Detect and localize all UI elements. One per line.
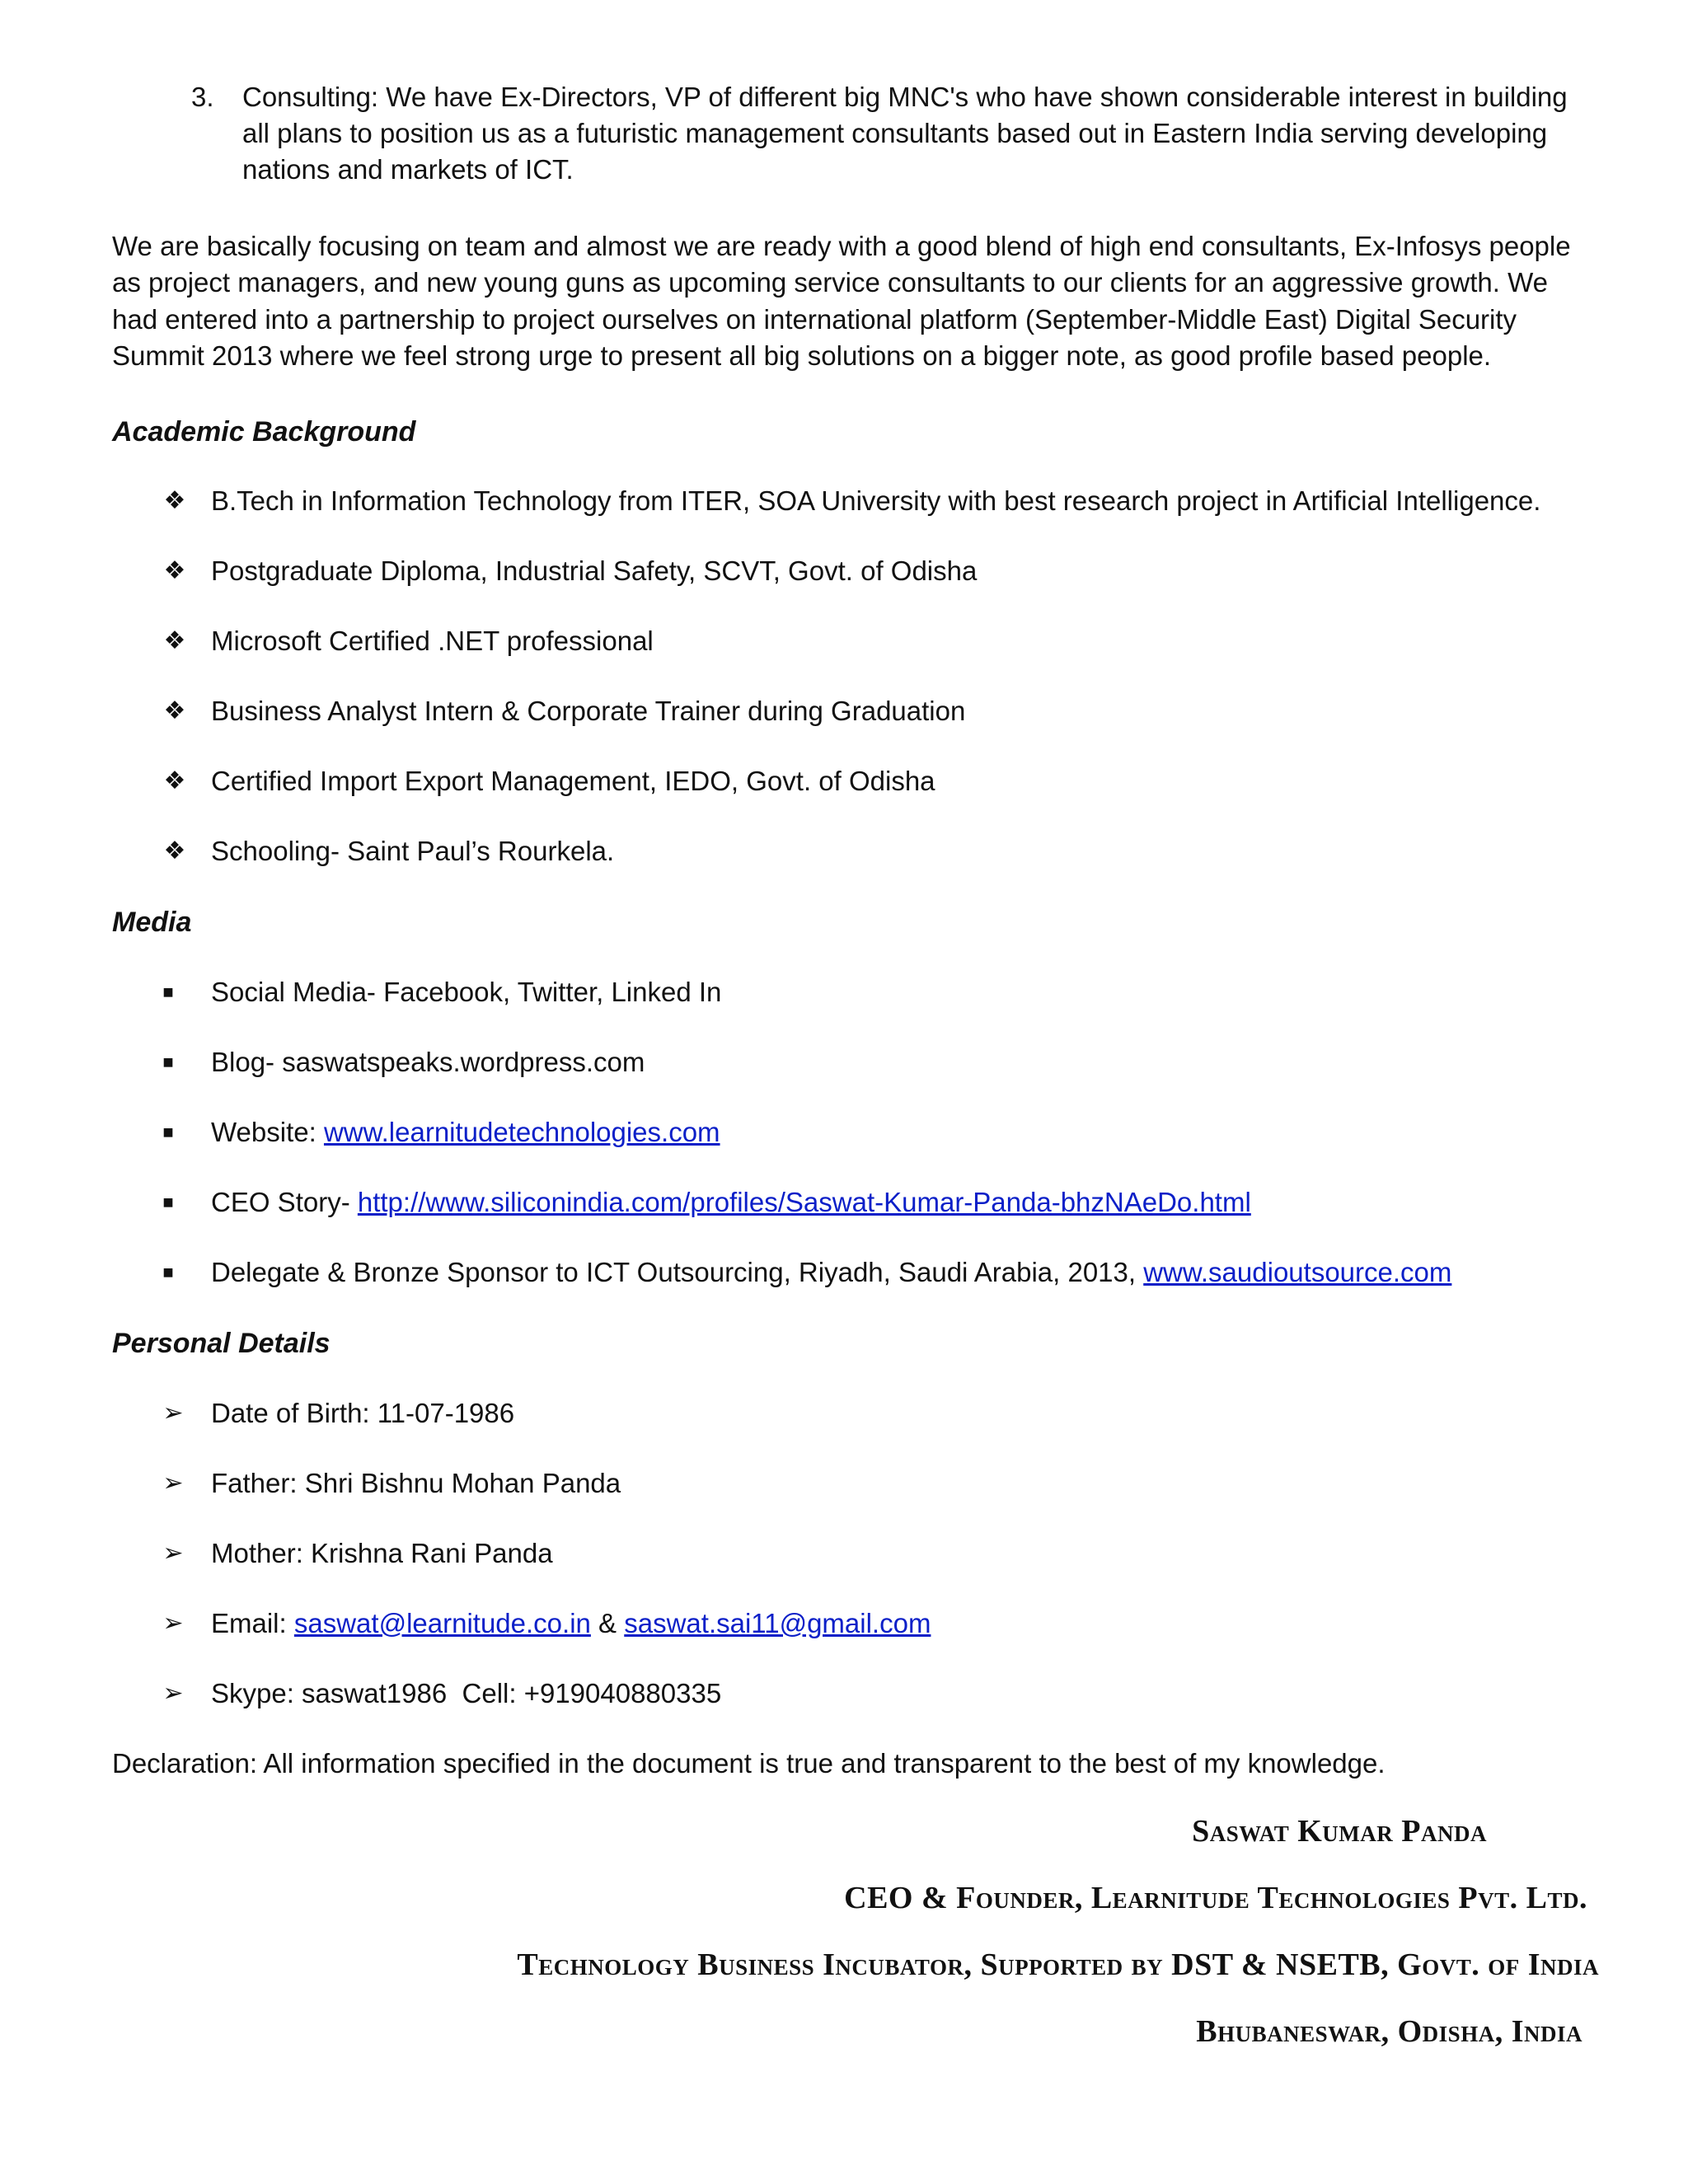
- paragraph-line-4: Summit 2013 where we feel strong urge to present all big solutions on a bigger note, as good profile based people.: [112, 340, 1492, 371]
- arrow-bullet-icon: ➢: [162, 1399, 184, 1427]
- square-bullet-icon: ■: [162, 1052, 174, 1072]
- paragraph-line-1: We are basically focusing on team and almost we are ready with a good blend of high end consultants, Ex-Infosys people: [112, 231, 1571, 261]
- signature-title: CEO & Founder, Learnitude Technologies Pvt. Ltd.: [844, 1881, 1587, 1915]
- email-label: Email:: [211, 1608, 294, 1638]
- square-bullet-icon: ■: [162, 1192, 174, 1212]
- personal-email: [211, 1605, 931, 1642]
- media-social: Social Media- Facebook, Twitter, Linked In: [211, 977, 722, 1007]
- arrow-bullet-icon: ➢: [162, 1680, 184, 1707]
- academic-item: Business Analyst Intern & Corporate Trainer during Graduation: [211, 696, 966, 726]
- signature-location: Bhubaneswar, Odisha, India: [1196, 2014, 1582, 2049]
- personal-father: Father: Shri Bishnu Mohan Panda: [211, 1468, 621, 1498]
- personal-skype-cell: Skype: saswat1986 Cell: +919040880335: [211, 1678, 722, 1708]
- arrow-bullet-icon: ➢: [162, 1469, 184, 1497]
- diamond-bullet-icon: ❖: [163, 557, 186, 584]
- email-link-2[interactable]: saswat.sai11@gmail.com: [624, 1608, 931, 1638]
- website-link[interactable]: www.learnitudetechnologies.com: [323, 1117, 720, 1147]
- diamond-bullet-icon: ❖: [163, 627, 186, 654]
- consulting-line-2: all plans to position us as a futuristic management consultants based out in Eastern India serving developing: [242, 118, 1548, 148]
- delegate-label: Delegate & Bronze Sponsor to ICT Outsourcing, Riyadh, Saudi Arabia, 2013,: [211, 1257, 1144, 1287]
- list-number: 3.: [191, 82, 214, 112]
- delegate-link[interactable]: www.saudioutsource.com: [1143, 1257, 1452, 1287]
- square-bullet-icon: ■: [162, 1262, 174, 1282]
- academic-item: B.Tech in Information Technology from ITER, SOA University with best research project in Artificial Intelligence.: [211, 485, 1541, 516]
- media-website: [211, 1114, 720, 1151]
- square-bullet-icon: ■: [162, 1122, 174, 1142]
- diamond-bullet-icon: ❖: [163, 487, 186, 514]
- academic-item: Schooling- Saint Paul’s Rourkela.: [211, 836, 615, 866]
- consulting-line-1: Consulting: We have Ex-Directors, VP of different big MNC's who have shown considerable interest in building: [242, 82, 1568, 112]
- ceo-story-link[interactable]: http://www.siliconindia.com/profiles/Saswat-Kumar-Panda-bhzNAeDo.html: [357, 1187, 1251, 1217]
- personal-heading: Personal Details: [112, 1328, 331, 1359]
- ceo-story-label: CEO Story-: [211, 1187, 358, 1217]
- diamond-bullet-icon: ❖: [163, 767, 186, 794]
- media-delegate: [211, 1254, 1451, 1291]
- square-bullet-icon: ■: [162, 982, 174, 1002]
- paragraph-line-3: had entered into a partnership to project ourselves on international platform (September-Middle East) Digital Security: [112, 304, 1517, 335]
- arrow-bullet-icon: ➢: [162, 1540, 184, 1567]
- academic-heading: Academic Background: [112, 416, 416, 448]
- academic-item: Microsoft Certified .NET professional: [211, 626, 654, 656]
- signature-name: Saswat Kumar Panda: [1192, 1814, 1487, 1849]
- academic-item: Postgraduate Diploma, Industrial Safety, SCVT, Govt. of Odisha: [211, 555, 978, 586]
- email-link-1[interactable]: saswat@learnitude.co.in: [293, 1608, 591, 1638]
- personal-dob: Date of Birth: 11-07-1986: [211, 1398, 515, 1428]
- academic-item: Certified Import Export Management, IEDO, Govt. of Odisha: [211, 766, 935, 796]
- email-separator: &: [590, 1608, 625, 1638]
- arrow-bullet-icon: ➢: [162, 1610, 184, 1637]
- diamond-bullet-icon: ❖: [163, 837, 186, 865]
- signature-incubator: Technology Business Incubator, Supported by DST & NSETB, Govt. of India: [517, 1947, 1599, 1982]
- personal-mother: Mother: Krishna Rani Panda: [211, 1538, 553, 1568]
- media-blog: Blog- saswatspeaks.wordpress.com: [211, 1047, 645, 1077]
- paragraph-line-2: as project managers, and new young guns as upcoming service consultants to our clients for an aggressive growth. We: [112, 267, 1548, 298]
- media-ceo-story: [211, 1184, 1251, 1221]
- declaration: Declaration: All information specified in the document is true and transparent to the best of my knowledge.: [112, 1748, 1386, 1779]
- diamond-bullet-icon: ❖: [163, 697, 186, 724]
- media-heading: Media: [112, 907, 192, 938]
- website-label: Website:: [211, 1117, 324, 1147]
- consulting-line-3: nations and markets of ICT.: [242, 154, 574, 185]
